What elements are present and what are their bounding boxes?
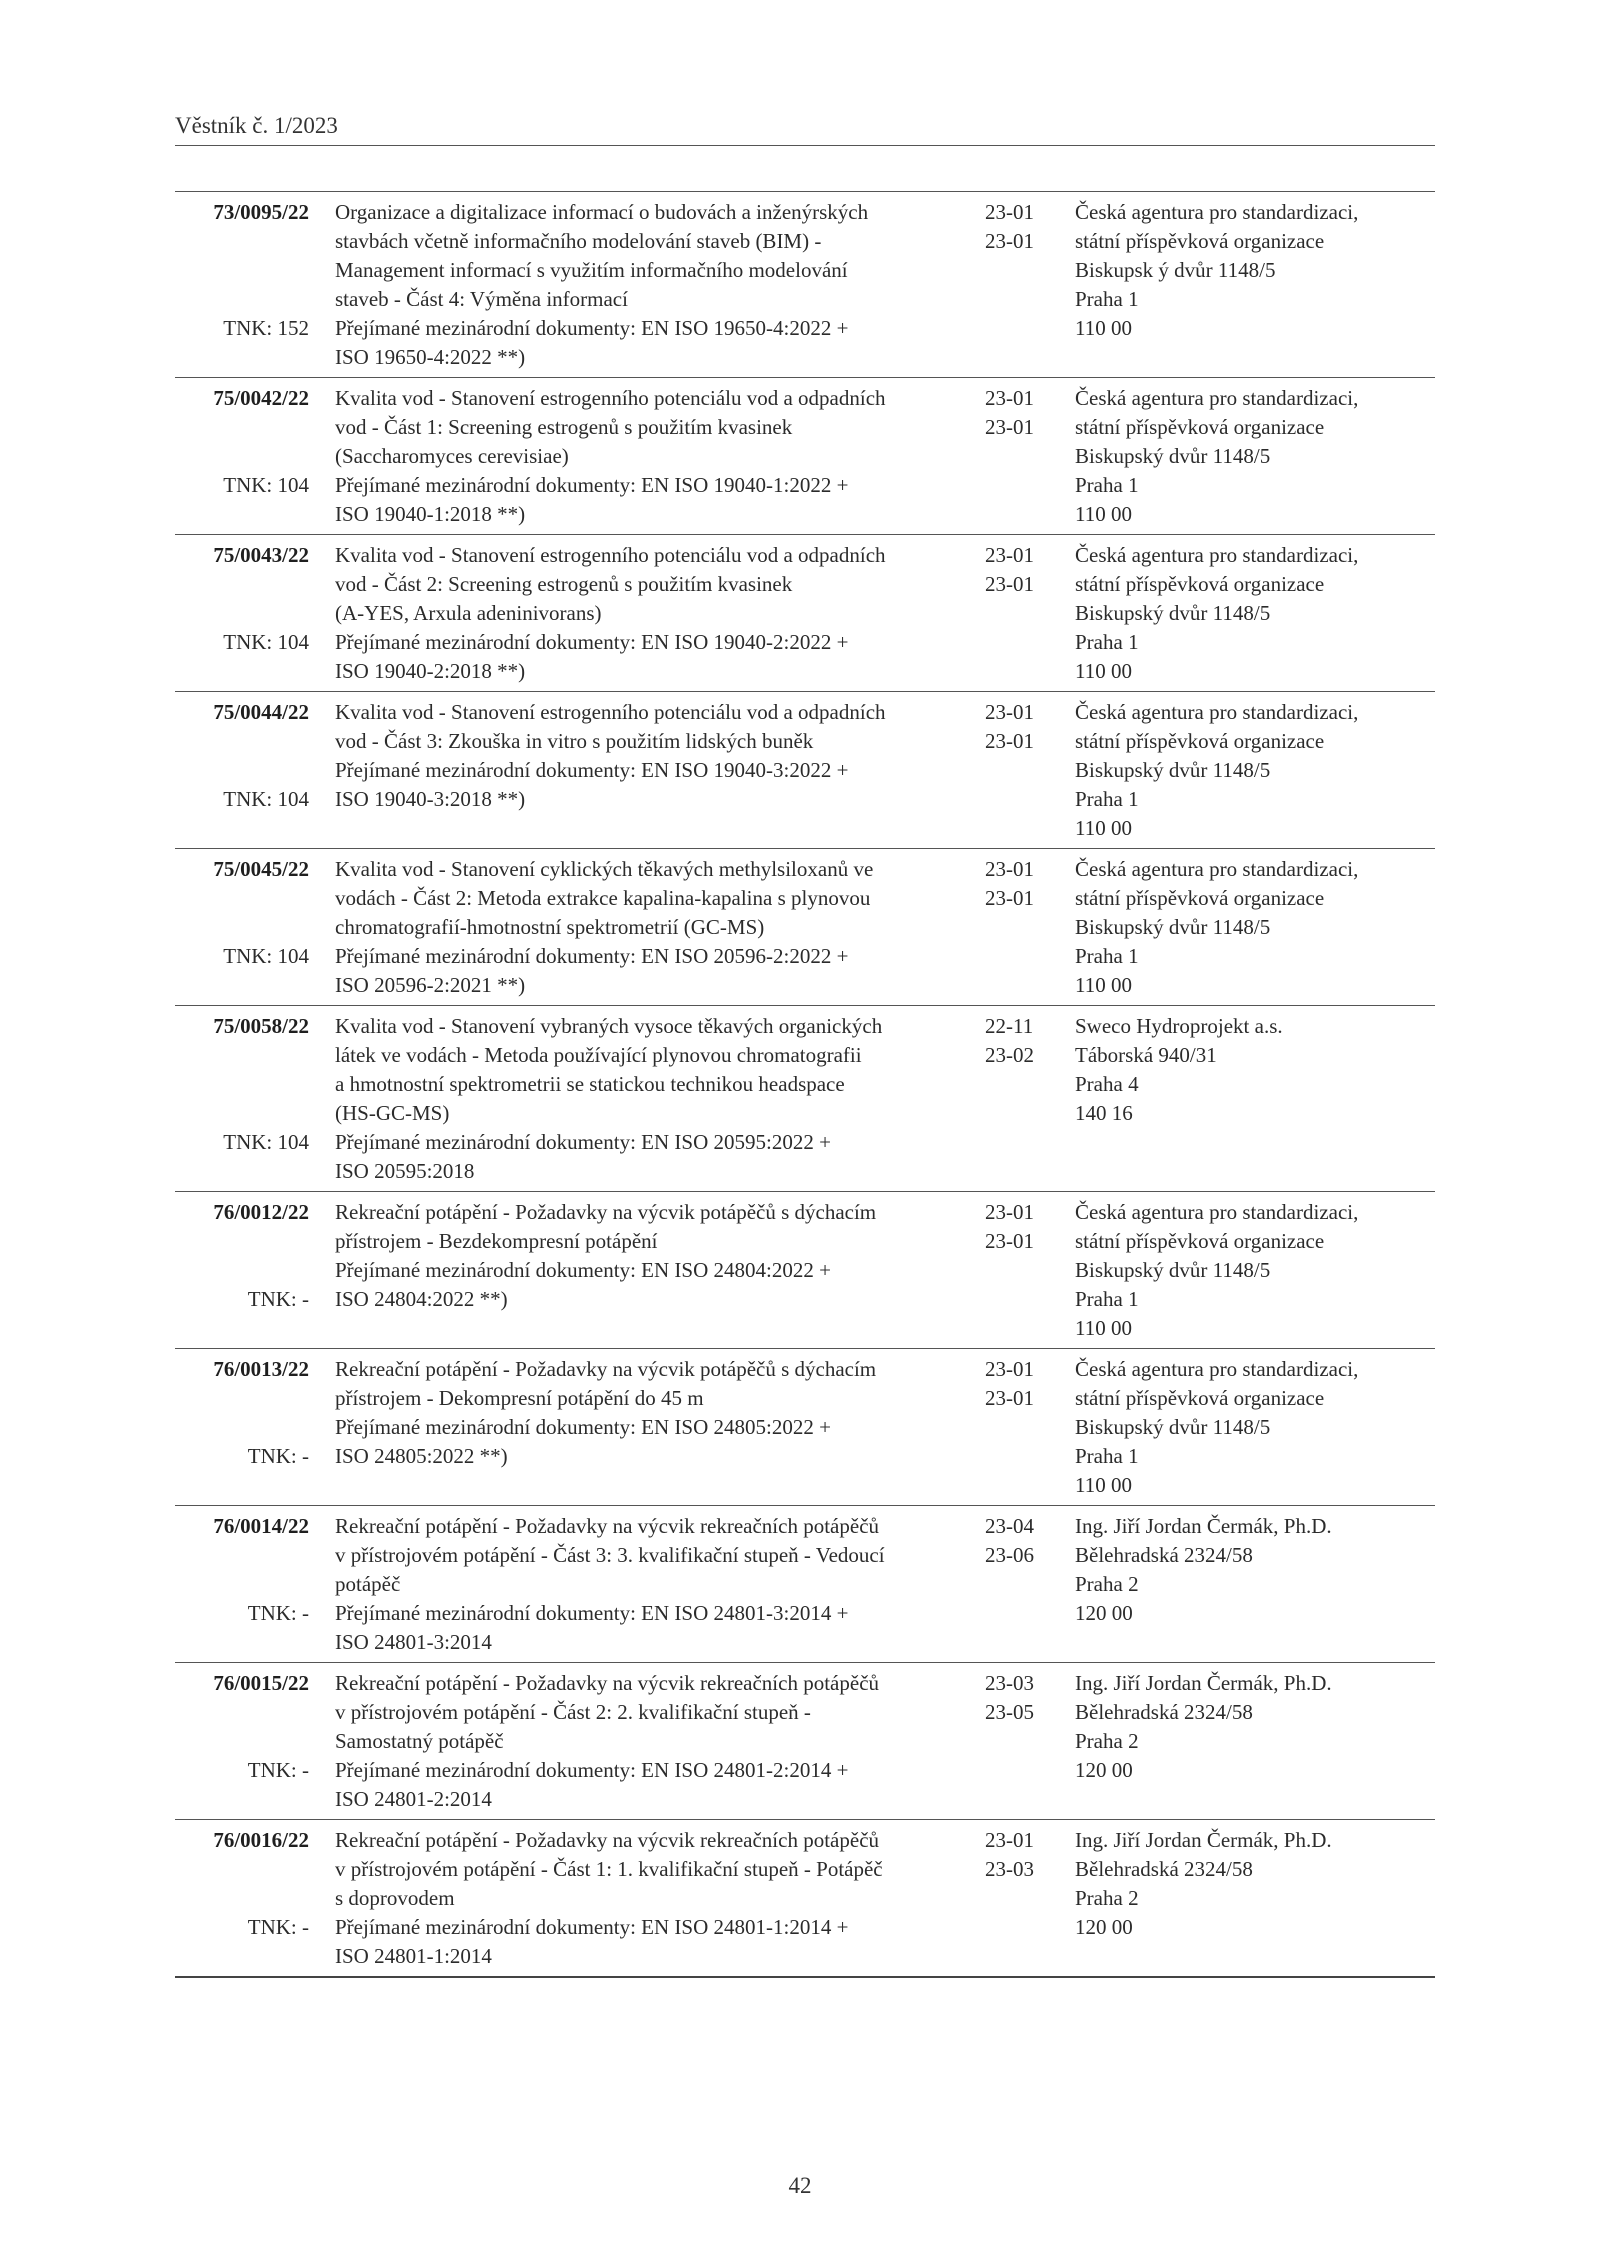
- date-value: 23-01: [985, 229, 1034, 253]
- title-line: Rekreační potápění - Požadavky na výcvik potápěčů s dýchacím: [335, 1200, 877, 1224]
- title-line: ISO 20596-2:2021 **): [335, 973, 526, 997]
- title-line: Kvalita vod - Stanovení vybraných vysoce těkavých organických: [335, 1014, 883, 1038]
- tnk-label: TNK: 104: [223, 473, 309, 497]
- processor-address-cell: [1053, 1355, 1435, 1500]
- address-line: 120 00: [1075, 1758, 1133, 1782]
- standard-title-cell: [309, 855, 975, 1000]
- dates-cell: [975, 1355, 1053, 1500]
- tnk-label: TNK: 104: [223, 787, 309, 811]
- standard-number: 76/0012/22: [213, 1200, 309, 1224]
- standard-id-cell: [175, 1198, 309, 1343]
- table-row: [175, 535, 1435, 692]
- standard-number: 76/0016/22: [213, 1828, 309, 1852]
- title-line: Kvalita vod - Stanovení estrogenního potenciálu vod a odpadních: [335, 700, 886, 724]
- address-line: Ing. Jiří Jordan Čermák, Ph.D.: [1075, 1671, 1332, 1695]
- address-line: Praha 2: [1075, 1886, 1139, 1910]
- title-line: Přejímané mezinárodní dokumenty: EN ISO 19040-2:2022 +: [335, 630, 849, 654]
- date-value: 23-01: [985, 1357, 1034, 1381]
- address-line: státní příspěvková organizace: [1075, 572, 1325, 596]
- address-line: Bělehradská 2324/58: [1075, 1700, 1253, 1724]
- standard-id-cell: [175, 541, 309, 686]
- date-value: 23-01: [985, 700, 1034, 724]
- title-line: (A-YES, Arxula adeninivorans): [335, 601, 602, 625]
- title-line: přístrojem - Dekompresní potápění do 45 m: [335, 1386, 704, 1410]
- date-value: 23-01: [985, 1828, 1034, 1852]
- title-line: Přejímané mezinárodní dokumenty: EN ISO 24804:2022 +: [335, 1258, 831, 1282]
- date-value: 23-03: [985, 1671, 1034, 1695]
- address-line: 120 00: [1075, 1915, 1133, 1939]
- title-line: stavbách včetně informačního modelování staveb (BIM) -: [335, 229, 822, 253]
- title-line: ISO 19040-3:2018 **): [335, 787, 526, 811]
- title-line: potápěč: [335, 1572, 401, 1596]
- address-line: Česká agentura pro standardizaci,: [1075, 1357, 1359, 1381]
- address-line: 110 00: [1075, 973, 1132, 997]
- address-line: Česká agentura pro standardizaci,: [1075, 1200, 1359, 1224]
- header-divider: [175, 145, 1435, 146]
- title-line: s doprovodem: [335, 1886, 455, 1910]
- standard-title-cell: [309, 1669, 975, 1814]
- processor-address-cell: [1053, 855, 1435, 1000]
- title-line: ISO 24804:2022 **): [335, 1287, 508, 1311]
- address-line: Praha 1: [1075, 473, 1139, 497]
- tnk-label: TNK: 104: [223, 944, 309, 968]
- address-line: Česká agentura pro standardizaci,: [1075, 700, 1359, 724]
- title-line: Kvalita vod - Stanovení estrogenního potenciálu vod a odpadních: [335, 386, 886, 410]
- standard-title-cell: [309, 1012, 975, 1186]
- dates-cell: [975, 384, 1053, 529]
- address-line: Biskupský dvůr 1148/5: [1075, 601, 1271, 625]
- standard-id-cell: [175, 384, 309, 529]
- table-row: [175, 1506, 1435, 1663]
- standard-number: 76/0013/22: [213, 1357, 309, 1381]
- standard-number: 75/0045/22: [213, 857, 309, 881]
- address-line: státní příspěvková organizace: [1075, 729, 1325, 753]
- page-number: 42: [788, 2173, 812, 2198]
- address-line: Biskupský dvůr 1148/5: [1075, 915, 1271, 939]
- title-line: (Saccharomyces cerevisiae): [335, 444, 569, 468]
- standard-number: 75/0043/22: [213, 543, 309, 567]
- address-line: státní příspěvková organizace: [1075, 229, 1325, 253]
- address-line: státní příspěvková organizace: [1075, 1386, 1325, 1410]
- dates-cell: [975, 541, 1053, 686]
- standard-number: 73/0095/22: [213, 200, 309, 224]
- address-line: Bělehradská 2324/58: [1075, 1543, 1253, 1567]
- title-line: ISO 19040-2:2018 **): [335, 659, 526, 683]
- date-value: 23-01: [985, 1229, 1034, 1253]
- address-line: Ing. Jiří Jordan Čermák, Ph.D.: [1075, 1828, 1332, 1852]
- title-line: Management informací s využitím informačního modelování: [335, 258, 848, 282]
- tnk-label: TNK: -: [247, 1758, 309, 1782]
- address-line: Praha 1: [1075, 630, 1139, 654]
- dates-cell: [975, 1826, 1053, 1971]
- title-line: ISO 24801-1:2014: [335, 1944, 492, 1968]
- processor-address-cell: [1053, 1012, 1435, 1186]
- title-line: Kvalita vod - Stanovení cyklických těkavých methylsiloxanů ve: [335, 857, 874, 881]
- date-value: 23-06: [985, 1543, 1034, 1567]
- table-row: [175, 1349, 1435, 1506]
- table-row: [175, 1006, 1435, 1192]
- date-value: 23-01: [985, 386, 1034, 410]
- title-line: v přístrojovém potápění - Část 1: 1. kvalifikační stupeň - Potápěč: [335, 1857, 883, 1881]
- title-line: Přejímané mezinárodní dokumenty: EN ISO 19040-1:2022 +: [335, 473, 849, 497]
- address-line: Ing. Jiří Jordan Čermák, Ph.D.: [1075, 1514, 1332, 1538]
- title-line: vod - Část 3: Zkouška in vitro s použitím lidských buněk: [335, 729, 814, 753]
- address-line: Biskupský dvůr 1148/5: [1075, 758, 1271, 782]
- standard-id-cell: [175, 1355, 309, 1500]
- standard-number: 75/0042/22: [213, 386, 309, 410]
- standard-title-cell: [309, 698, 975, 843]
- standard-title-cell: [309, 1355, 975, 1500]
- date-value: 23-04: [985, 1514, 1034, 1538]
- standards-table: [175, 191, 1435, 1978]
- standard-title-cell: [309, 1826, 975, 1971]
- title-line: v přístrojovém potápění - Část 3: 3. kvalifikační stupeň - Vedoucí: [335, 1543, 885, 1567]
- title-line: Samostatný potápěč: [335, 1729, 504, 1753]
- address-line: Biskupský dvůr 1148/5: [1075, 1258, 1271, 1282]
- address-line: Praha 2: [1075, 1729, 1139, 1753]
- address-line: 110 00: [1075, 502, 1132, 526]
- standard-id-cell: [175, 1826, 309, 1971]
- dates-cell: [975, 1669, 1053, 1814]
- standard-number: 76/0014/22: [213, 1514, 309, 1538]
- date-value: 23-01: [985, 543, 1034, 567]
- tnk-label: TNK: 152: [223, 316, 309, 340]
- processor-address-cell: [1053, 698, 1435, 843]
- address-line: Biskupský dvůr 1148/5: [1075, 444, 1271, 468]
- table-row: [175, 1192, 1435, 1349]
- processor-address-cell: [1053, 198, 1435, 372]
- address-line: 110 00: [1075, 1473, 1132, 1497]
- title-line: staveb - Část 4: Výměna informací: [335, 287, 628, 311]
- standard-id-cell: [175, 198, 309, 372]
- address-line: 110 00: [1075, 1316, 1132, 1340]
- dates-cell: [975, 1012, 1053, 1186]
- address-line: Praha 1: [1075, 287, 1139, 311]
- address-line: Česká agentura pro standardizaci,: [1075, 543, 1359, 567]
- table-row: [175, 692, 1435, 849]
- title-line: Přejímané mezinárodní dokumenty: EN ISO 24801-1:2014 +: [335, 1915, 849, 1939]
- title-line: Rekreační potápění - Požadavky na výcvik rekreačních potápěčů: [335, 1671, 880, 1695]
- title-line: přístrojem - Bezdekompresní potápění: [335, 1229, 658, 1253]
- address-line: Praha 2: [1075, 1572, 1139, 1596]
- table-row: [175, 1820, 1435, 1978]
- address-line: Praha 1: [1075, 787, 1139, 811]
- standard-id-cell: [175, 855, 309, 1000]
- dates-cell: [975, 698, 1053, 843]
- title-line: (HS-GC-MS): [335, 1101, 450, 1125]
- title-line: Rekreační potápění - Požadavky na výcvik rekreačních potápěčů: [335, 1514, 880, 1538]
- standard-title-cell: [309, 384, 975, 529]
- date-value: 23-02: [985, 1043, 1034, 1067]
- date-value: 23-01: [985, 729, 1034, 753]
- processor-address-cell: [1053, 1669, 1435, 1814]
- address-line: Česká agentura pro standardizaci,: [1075, 386, 1359, 410]
- address-line: 110 00: [1075, 659, 1132, 683]
- address-line: Sweco Hydroprojekt a.s.: [1075, 1014, 1283, 1038]
- processor-address-cell: [1053, 1826, 1435, 1971]
- standard-title-cell: [309, 1512, 975, 1657]
- processor-address-cell: [1053, 384, 1435, 529]
- table-row: [175, 1663, 1435, 1820]
- date-value: 22-11: [985, 1014, 1034, 1038]
- date-value: 23-01: [985, 1200, 1034, 1224]
- standard-title-cell: [309, 1198, 975, 1343]
- title-line: Přejímané mezinárodní dokumenty: EN ISO 19650-4:2022 +: [335, 316, 849, 340]
- title-line: Rekreační potápění - Požadavky na výcvik rekreačních potápěčů: [335, 1828, 880, 1852]
- address-line: 120 00: [1075, 1601, 1133, 1625]
- title-line: a hmotnostní spektrometrii se statickou technikou headspace: [335, 1072, 845, 1096]
- dates-cell: [975, 198, 1053, 372]
- title-line: v přístrojovém potápění - Část 2: 2. kvalifikační stupeň -: [335, 1700, 811, 1724]
- standard-id-cell: [175, 698, 309, 843]
- address-line: Praha 1: [1075, 1444, 1139, 1468]
- address-line: Česká agentura pro standardizaci,: [1075, 857, 1359, 881]
- address-line: 110 00: [1075, 816, 1132, 840]
- journal-title: Věstník č. 1/2023: [175, 113, 338, 138]
- title-line: Přejímané mezinárodní dokumenty: EN ISO 24801-2:2014 +: [335, 1758, 849, 1782]
- title-line: Kvalita vod - Stanovení estrogenního potenciálu vod a odpadních: [335, 543, 886, 567]
- date-value: 23-01: [985, 415, 1034, 439]
- standard-id-cell: [175, 1669, 309, 1814]
- dates-cell: [975, 1512, 1053, 1657]
- tnk-label: TNK: -: [247, 1601, 309, 1625]
- tnk-label: TNK: -: [247, 1287, 309, 1311]
- standard-title-cell: [309, 541, 975, 686]
- processor-address-cell: [1053, 1198, 1435, 1343]
- standard-id-cell: [175, 1012, 309, 1186]
- address-line: 110 00: [1075, 316, 1132, 340]
- title-line: Organizace a digitalizace informací o budovách a inženýrských: [335, 200, 869, 224]
- date-value: 23-01: [985, 572, 1034, 596]
- dates-cell: [975, 1198, 1053, 1343]
- address-line: 140 16: [1075, 1101, 1133, 1125]
- title-line: vod - Část 1: Screening estrogenů s použitím kvasinek: [335, 415, 793, 439]
- date-value: 23-01: [985, 857, 1034, 881]
- title-line: Přejímané mezinárodní dokumenty: EN ISO 20595:2022 +: [335, 1130, 831, 1154]
- address-line: státní příspěvková organizace: [1075, 886, 1325, 910]
- title-line: látek ve vodách - Metoda používající plynovou chromatografii: [335, 1043, 862, 1067]
- standard-number: 75/0044/22: [213, 700, 309, 724]
- table-row: [175, 192, 1435, 378]
- title-line: ISO 24801-2:2014: [335, 1787, 492, 1811]
- title-line: ISO 19650-4:2022 **): [335, 345, 526, 369]
- title-line: chromatografií-hmotnostní spektrometrií (GC-MS): [335, 915, 765, 939]
- date-value: 23-05: [985, 1700, 1034, 1724]
- date-value: 23-01: [985, 1386, 1034, 1410]
- title-line: Rekreační potápění - Požadavky na výcvik potápěčů s dýchacím: [335, 1357, 877, 1381]
- address-line: Biskupský dvůr 1148/5: [1075, 1415, 1271, 1439]
- tnk-label: TNK: -: [247, 1444, 309, 1468]
- standard-number: 76/0015/22: [213, 1671, 309, 1695]
- tnk-label: TNK: -: [247, 1915, 309, 1939]
- tnk-label: TNK: 104: [223, 630, 309, 654]
- address-line: Bělehradská 2324/58: [1075, 1857, 1253, 1881]
- standard-id-cell: [175, 1512, 309, 1657]
- address-line: Biskupsk ý dvůr 1148/5: [1075, 258, 1276, 282]
- address-line: Praha 4: [1075, 1072, 1139, 1096]
- processor-address-cell: [1053, 1512, 1435, 1657]
- table-row: [175, 849, 1435, 1006]
- title-line: ISO 24801-3:2014: [335, 1630, 492, 1654]
- title-line: Přejímané mezinárodní dokumenty: EN ISO 19040-3:2022 +: [335, 758, 849, 782]
- processor-address-cell: [1053, 541, 1435, 686]
- date-value: 23-01: [985, 200, 1034, 224]
- standard-number: 75/0058/22: [213, 1014, 309, 1038]
- title-line: ISO 24805:2022 **): [335, 1444, 508, 1468]
- title-line: vodách - Část 2: Metoda extrakce kapalina-kapalina s plynovou: [335, 886, 871, 910]
- address-line: Táborská 940/31: [1075, 1043, 1217, 1067]
- address-line: státní příspěvková organizace: [1075, 1229, 1325, 1253]
- address-line: státní příspěvková organizace: [1075, 415, 1325, 439]
- dates-cell: [975, 855, 1053, 1000]
- address-line: Česká agentura pro standardizaci,: [1075, 200, 1359, 224]
- address-line: Praha 1: [1075, 944, 1139, 968]
- title-line: ISO 19040-1:2018 **): [335, 502, 526, 526]
- title-line: Přejímané mezinárodní dokumenty: EN ISO 24801-3:2014 +: [335, 1601, 849, 1625]
- table-row: [175, 378, 1435, 535]
- title-line: ISO 20595:2018: [335, 1159, 475, 1183]
- tnk-label: TNK: 104: [223, 1130, 309, 1154]
- standard-title-cell: [309, 198, 975, 372]
- date-value: 23-03: [985, 1857, 1034, 1881]
- title-line: Přejímané mezinárodní dokumenty: EN ISO 20596-2:2022 +: [335, 944, 849, 968]
- title-line: Přejímané mezinárodní dokumenty: EN ISO 24805:2022 +: [335, 1415, 831, 1439]
- title-line: vod - Část 2: Screening estrogenů s použitím kvasinek: [335, 572, 793, 596]
- date-value: 23-01: [985, 886, 1034, 910]
- address-line: Praha 1: [1075, 1287, 1139, 1311]
